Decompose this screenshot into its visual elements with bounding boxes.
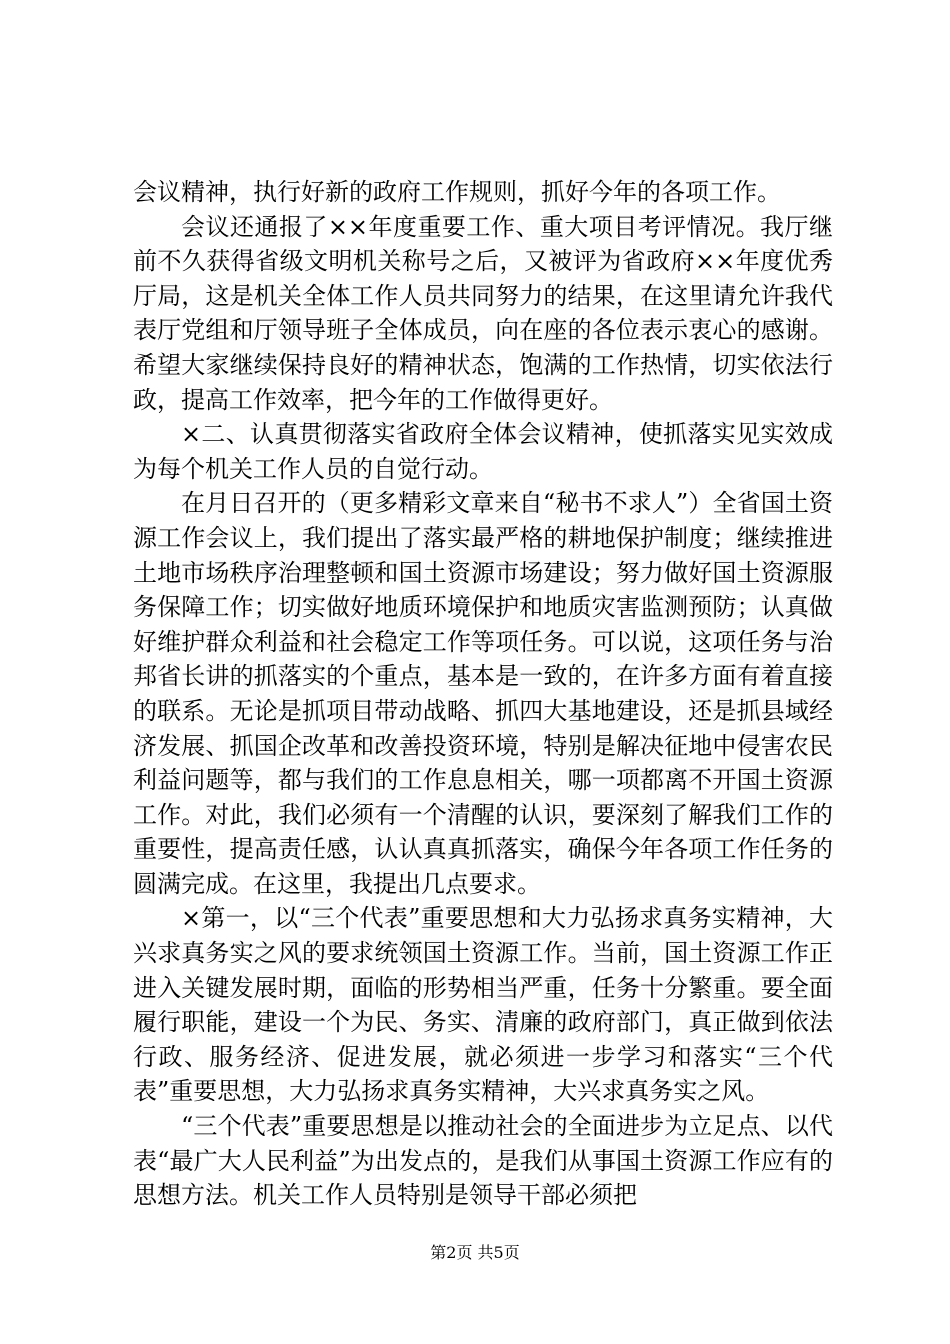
paragraph-6: “三个代表”重要思想是以推动社会的全面进步为立足点、以代表“最广大人民利益”为出发点的，是我们从事国土资源工作应有的思想方法。机关工作人员特别是领导干部必须把	[133, 1112, 833, 1210]
document-body	[133, 175, 833, 1213]
page-footer: 第2页 共5页	[430, 1243, 520, 1262]
paragraph-3: ×二、认真贯彻落实省政府全体会议精神，使抓落实见实效成为每个机关工作人员的自觉行动。	[133, 420, 833, 483]
paragraph-2: 会议还通报了××年度重要工作、重大项目考评情况。我厅继前不久获得省级文明机关称号之后，又被评为省政府××年度优秀厅局，这是机关全体工作人员共同努力的结果，在这里请允许我代表厅党组和厅领导班子全体成员，向在座的各位表示衷心的感谢。希望大家继续保持良好的精神状态，饱满的工作热情，切实依法行政，提高工作效率，把今年的工作做得更好。	[133, 212, 833, 414]
paragraph-5: ×第一，以“三个代表”重要思想和大力弘扬求真务实精神，大兴求真务实之风的要求统领国土资源工作。当前，国土资源工作正进入关键发展时期，面临的形势相当严重，任务十分繁重。要全面履行职能，建设一个为民、务实、清廉的政府部门，真正做到依法行政、服务经济、促进发展，就必须进一步学习和落实“三个代表”重要思想，大力弘扬求真务实精神，大兴求真务实之风。	[133, 904, 833, 1106]
paragraph-4: 在月日召开的（更多精彩文章来自“秘书不求人”）全省国土资源工作会议上，我们提出了落实最严格的耕地保护制度；继续推进土地市场秩序治理整顿和国土资源市场建设；努力做好国土资源服务保障工作；切实做好地质环境保护和地质灾害监测预防；认真做好维护群众利益和社会稳定工作等项任务。可以说，这项任务与治邦省长讲的抓落实的个重点，基本是一致的，在许多方面有着直接的联系。无论是抓项目带动战略、抓四大基地建设，还是抓县域经济发展、抓国企改革和改善投资环境，特别是解决征地中侵害农民利益问题等，都与我们的工作息息相关，哪一项都离不开国土资源工作。对此，我们必须有一个清醒的认识，要深刻了解我们工作的重要性，提高责任感，认认真真抓落实，确保今年各项工作任务的圆满完成。在这里，我提出几点要求。	[133, 489, 833, 898]
paragraph-1: 会议精神，执行好新的政府工作规则，抓好今年的各项工作。	[133, 178, 781, 206]
